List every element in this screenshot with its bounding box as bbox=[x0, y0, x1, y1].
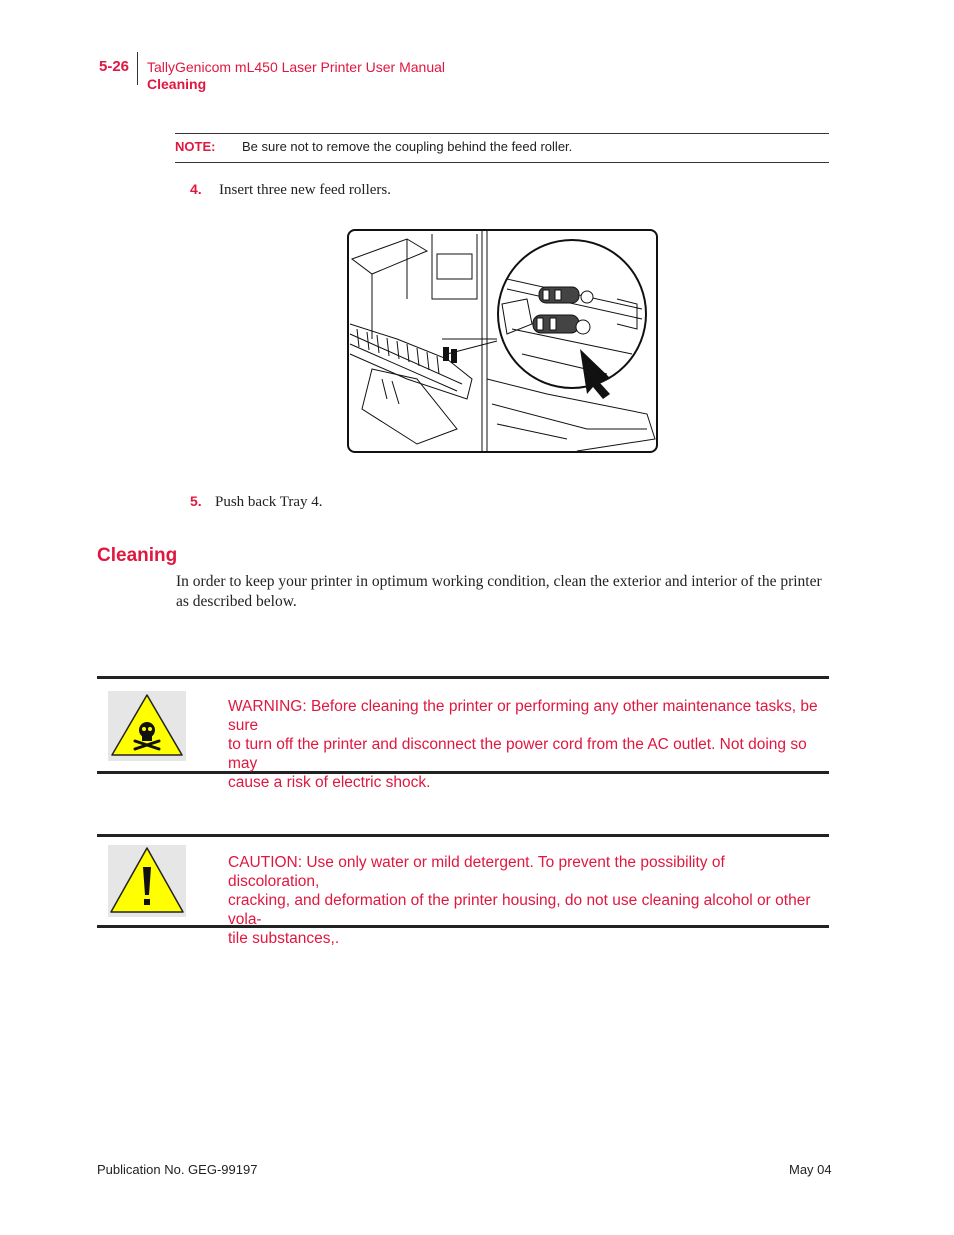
caution-line: cracking, and deformation of the printer housing, do not use cleaning alcohol or other vola- bbox=[228, 892, 811, 928]
step-text: Insert three new feed rollers. bbox=[219, 182, 392, 198]
skull-crossbones-warning-icon bbox=[108, 691, 186, 761]
cleaning-intro: In order to keep your printer in optimum working condition, clean the exterior and interior of the printer as described below. bbox=[176, 573, 822, 610]
step-5 bbox=[190, 493, 323, 511]
caution-text bbox=[228, 853, 820, 948]
step-4 bbox=[190, 181, 391, 199]
publication-date: May 04 bbox=[789, 1162, 832, 1177]
caution-line: CAUTION: Use only water or mild detergent. To prevent the possibility of discoloration, bbox=[228, 854, 725, 890]
exclamation-caution-icon bbox=[108, 845, 186, 915]
step-text: Push back Tray 4. bbox=[215, 494, 323, 510]
page-number: 5-26 bbox=[99, 58, 130, 75]
note-box bbox=[175, 133, 829, 163]
warning-callout bbox=[97, 676, 829, 791]
caution-callout bbox=[97, 834, 829, 947]
warning-line: to turn off the printer and disconnect the power cord from the AC outlet. Not doing so may bbox=[228, 736, 807, 772]
header-section-name: Cleaning bbox=[147, 76, 207, 92]
header-divider bbox=[137, 52, 138, 85]
warning-line: cause a risk of electric shock. bbox=[228, 774, 431, 791]
note-label: NOTE: bbox=[175, 139, 216, 154]
publication-number: Publication No. GEG-99197 bbox=[97, 1162, 258, 1177]
caution-line: tile substances,. bbox=[228, 930, 340, 947]
section-title-cleaning: Cleaning bbox=[97, 545, 178, 566]
note-text: Be sure not to remove the coupling behind the feed roller. bbox=[242, 139, 573, 154]
warning-line: WARNING: Before cleaning the printer or performing any other maintenance tasks, be sure bbox=[228, 698, 818, 734]
warning-text bbox=[228, 697, 820, 792]
step-number: 5. bbox=[190, 493, 202, 509]
printer-feed-roller-illustration bbox=[347, 229, 658, 453]
manual-title: TallyGenicom mL450 Laser Printer User Manual bbox=[147, 59, 446, 75]
step-number: 4. bbox=[190, 181, 202, 197]
